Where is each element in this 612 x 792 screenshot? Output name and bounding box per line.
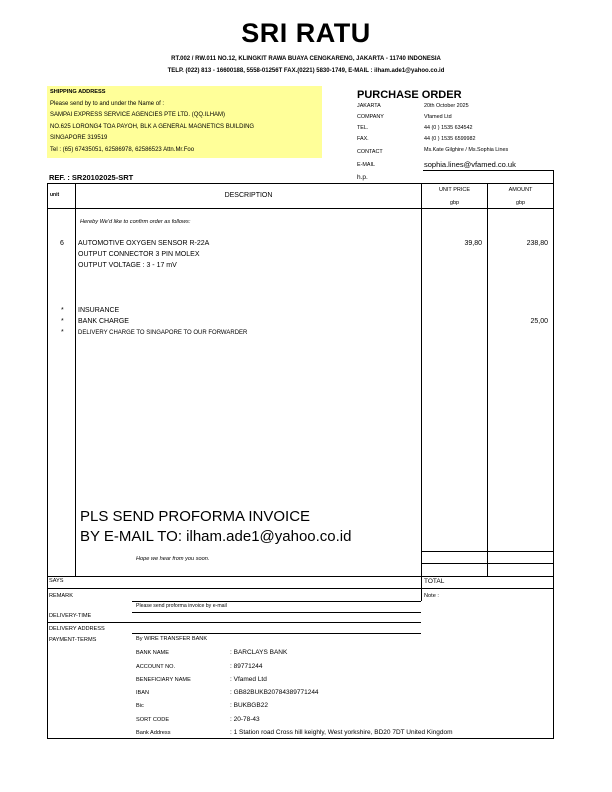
po-label-tel: TEL. (357, 125, 369, 131)
po-email: sophia.lines@vfamed.co.uk (424, 160, 516, 169)
closing-note: Hope we hear from you soon. (136, 556, 210, 562)
po-fax: 44 (0 ) 1535 6599982 (424, 136, 476, 142)
company-contact: TELP. (022) 813 - 16600188, 5558-01256T FAX.(0221) 5830-1749, E-MAIL : ilham.ade1@yahoo.co.id (167, 68, 445, 74)
table-right-border (553, 170, 554, 739)
po-date: 20th October 2025 (424, 103, 469, 109)
says-label: SAYS (49, 578, 64, 584)
bank-charge-amount: 25,00 (530, 318, 548, 325)
shipping-address-line2: SINGAPORE 319519 (50, 135, 108, 141)
total-line-2 (422, 563, 554, 564)
shipping-tel: Tel : (65) 67435051, 62586978, 62586523 Attn.Mr.Foo (50, 147, 195, 153)
po-label-hp: h.p. (357, 174, 368, 181)
item-amount: 238,80 (526, 240, 548, 247)
remark-value: Please send proforma invoice by e-mail (136, 603, 227, 609)
bullet-3: * (61, 329, 64, 336)
account-no-value: : 89771244 (230, 663, 263, 670)
col-description-header: DESCRIPTION (224, 192, 273, 199)
payment-method: By WIRE TRANSFER BANK (136, 636, 208, 642)
bic-value: : BUKBGB22 (230, 702, 268, 709)
item-quantity: 6 (60, 240, 64, 247)
bank-name-value: : BARCLAYS BANK (230, 649, 288, 656)
bic-label: Bic (136, 703, 144, 709)
po-tel: 44 (0 ) 1535 634542 (424, 125, 473, 131)
iban-value: : GB82BUKB20784389771244 (230, 689, 319, 696)
company-address: RT.002 / RW.011 NO.12, KLINGKIT RAWA BUAYA CENGKARENG, JAKARTA - 11740 INDONESIA (171, 56, 441, 62)
shipping-heading: SHIPPING ADDRESS (50, 89, 106, 95)
table-col-divider-1 (75, 183, 76, 576)
says-row-line (47, 588, 554, 589)
shipping-agency: SAMPAI EXPRESS SERVICE AGENCIES PTE LTD. (QQ.ILHAM) (50, 112, 226, 118)
col-unit-header: unit (50, 192, 60, 198)
bullet-2: * (61, 318, 64, 325)
delivery-time-line (132, 622, 421, 623)
sort-code-value: : 20-78-43 (230, 716, 260, 723)
bullet-1: * (61, 307, 64, 314)
item-description-line3: OUTPUT VOLTAGE : 3 - 17 mV (78, 262, 177, 269)
col-unit-price-currency: gbp (449, 200, 460, 206)
table-header-bottom (47, 208, 554, 209)
remark-line (132, 601, 421, 602)
bank-address-label: Bank Address (136, 730, 171, 736)
shipping-intro: Please send by to and under the Name of : (50, 101, 165, 107)
item-description-line2: OUTPUT CONNECTOR 3 PIN MOLEX (78, 251, 200, 258)
delivery-time-label: DELIVERY-TIME (49, 613, 92, 619)
po-label-place: JAKARTA (357, 103, 381, 109)
iban-label: IBAN (136, 690, 150, 696)
payment-terms-label: PAYMENT-TERMS (49, 637, 97, 643)
reference-number: REF. : SR20102025-SRT (49, 173, 134, 182)
item-description-line1: AUTOMOTIVE OXYGEN SENSOR R-22A (78, 240, 210, 247)
po-label-email: E-MAIL (357, 162, 375, 168)
extra-delivery-charge: DELIVERY CHARGE TO SINGAPORE TO OUR FORWARDER (78, 330, 248, 336)
col-amount-header: AMOUNT (508, 187, 533, 193)
extra-bank-charge: BANK CHARGE (78, 318, 129, 325)
total-line-1 (422, 551, 554, 552)
shipping-address-box (47, 86, 322, 158)
remark-value-line (132, 612, 421, 613)
po-label-fax: FAX. (357, 136, 369, 142)
po-title: PURCHASE ORDER (357, 89, 462, 101)
beneficiary-value: : Vfamed Ltd (230, 676, 267, 683)
po-company: Vfamed Ltd (424, 114, 452, 120)
po-label-company: COMPANY (357, 114, 384, 120)
sort-code-label: SORT CODE (136, 717, 170, 723)
table-left-border (47, 183, 48, 739)
shipping-address-line1: NO.625 LORONG4 TOA PAYOH, BLK A GENERAL MAGNETICS BUILDING (50, 124, 255, 130)
delivery-address-label: DELIVERY ADDRESS (49, 626, 105, 632)
table-bottom-border (47, 738, 554, 739)
note-label: Note : (424, 593, 439, 599)
total-label: TOTAL (424, 578, 445, 585)
col-amount-currency: gbp (515, 200, 526, 206)
bank-name-label: BANK NAME (136, 650, 169, 656)
col-unit-price-header: UNIT PRICE (438, 187, 471, 193)
order-intro: Hereby We'd like to confirm order as follows: (80, 219, 191, 225)
beneficiary-label: BENEFICIARY NAME (136, 677, 191, 683)
po-contact: Ms.Kate Gilghire / Ms.Sophia Lines (424, 147, 509, 153)
delivery-address-line (132, 633, 421, 634)
remark-label: REMARK (49, 593, 73, 599)
company-name: SRI RATU (241, 18, 371, 48)
po-label-contact: CONTACT (357, 149, 383, 155)
proforma-notice-line1: PLS SEND PROFORMA INVOICE (80, 508, 311, 525)
table-top-border (47, 183, 554, 184)
extra-insurance: INSURANCE (78, 307, 120, 314)
item-unit-price: 39,80 (464, 240, 482, 247)
delivery-line (47, 622, 133, 623)
table-body-bottom (47, 576, 554, 577)
bank-address-value: : 1 Station road Cross hill keighly, West yorkshire, BD20 7DT United Kingdom (230, 729, 453, 736)
account-no-label: ACCOUNT NO. (136, 664, 176, 670)
proforma-notice-line2: BY E-MAIL TO: ilham.ade1@yahoo.co.id (80, 528, 352, 545)
